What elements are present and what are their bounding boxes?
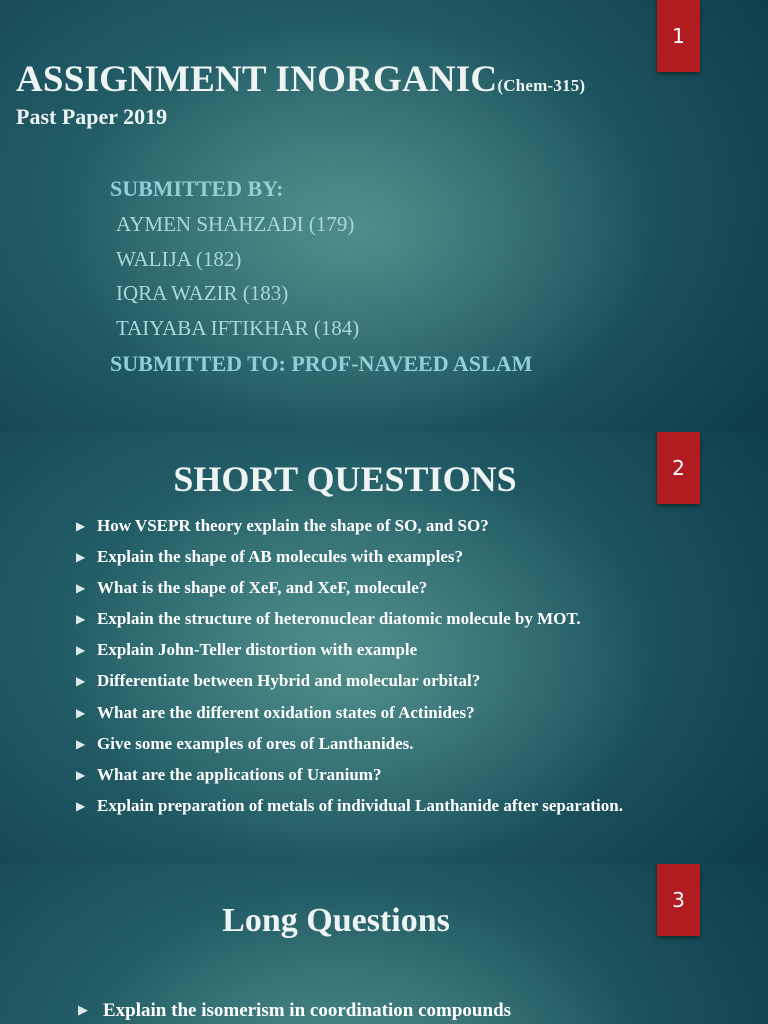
question-text: Differentiate between Hybrid and molecular orbital?: [97, 671, 481, 691]
question-text: What are the different oxidation states of Actinides?: [97, 702, 475, 722]
triangle-right-icon: ▶: [76, 798, 86, 813]
list-item: [76, 671, 623, 702]
list-item: [76, 578, 623, 609]
slide-1: [0, 0, 768, 432]
question-text: What are the applications of Uranium?: [97, 764, 382, 784]
triangle-right-icon: ▶: [76, 674, 86, 689]
page-subtitle: Past Paper 2019: [16, 104, 168, 129]
question-text: Give some examples of ores of Lanthanides.: [97, 733, 414, 753]
triangle-right-icon: ▶: [76, 705, 86, 720]
list-item: [76, 640, 623, 671]
list-item: [78, 1000, 511, 1022]
question-text: Explain John-Teller distortion with example: [97, 640, 418, 660]
slide-2: [0, 432, 768, 864]
list-item: [76, 547, 623, 578]
triangle-right-icon: ▶: [76, 736, 86, 751]
slide-number-badge: 1: [657, 0, 700, 72]
question-text: How VSEPR theory explain the shape of SO, and SO?: [97, 516, 489, 535]
member-item: AYMEN SHAHZADI (179): [116, 212, 355, 236]
triangle-right-icon: ▶: [76, 612, 86, 627]
course-code: (Chem-315): [497, 76, 586, 95]
submitted-to-label: SUBMITTED TO: PROF-NAVEED ASLAM: [110, 351, 533, 376]
page-title: [16, 58, 585, 101]
slide-number-badge: 3: [657, 864, 700, 936]
question-text: Explain the shape of AB molecules with examples?: [97, 547, 463, 567]
short-question-list: [76, 516, 623, 827]
member-item: TAIYABA IFTIKHAR (184): [116, 315, 360, 340]
submitted-by-label: SUBMITTED BY:: [110, 176, 284, 201]
slide-number-badge: 2: [657, 432, 700, 504]
long-question-list: [78, 1000, 511, 1022]
question-text: What is the shape of XeF, and XeF, molecule?: [97, 578, 428, 598]
list-item: [76, 796, 623, 827]
question-text: Explain the structure of heteronuclear diatomic molecule by MOT.: [97, 609, 581, 629]
triangle-right-icon: ▶: [76, 550, 86, 565]
section-title: Long Questions: [222, 902, 450, 939]
triangle-right-icon: ▶: [78, 1003, 88, 1018]
list-item: [76, 516, 623, 547]
question-text: Explain preparation of metals of individual Lanthanide after separation.: [97, 795, 623, 815]
section-title: SHORT QUESTIONS: [173, 459, 517, 499]
list-item: [76, 734, 623, 765]
title-text: ASSIGNMENT INORGANIC: [16, 59, 498, 100]
member-item: WALIJA (182): [116, 246, 242, 271]
list-item: [76, 609, 623, 640]
list-item: [76, 765, 623, 796]
triangle-right-icon: ▶: [76, 519, 86, 533]
member-item: IQRA WAZIR (183): [116, 281, 289, 305]
member-list: [116, 212, 359, 350]
list-item: [76, 703, 623, 734]
triangle-right-icon: ▶: [76, 581, 86, 596]
question-text: Explain the isomerism in coordination compounds: [103, 1000, 512, 1021]
slide-3: [0, 864, 768, 1024]
triangle-right-icon: ▶: [76, 643, 86, 658]
triangle-right-icon: ▶: [76, 767, 86, 782]
